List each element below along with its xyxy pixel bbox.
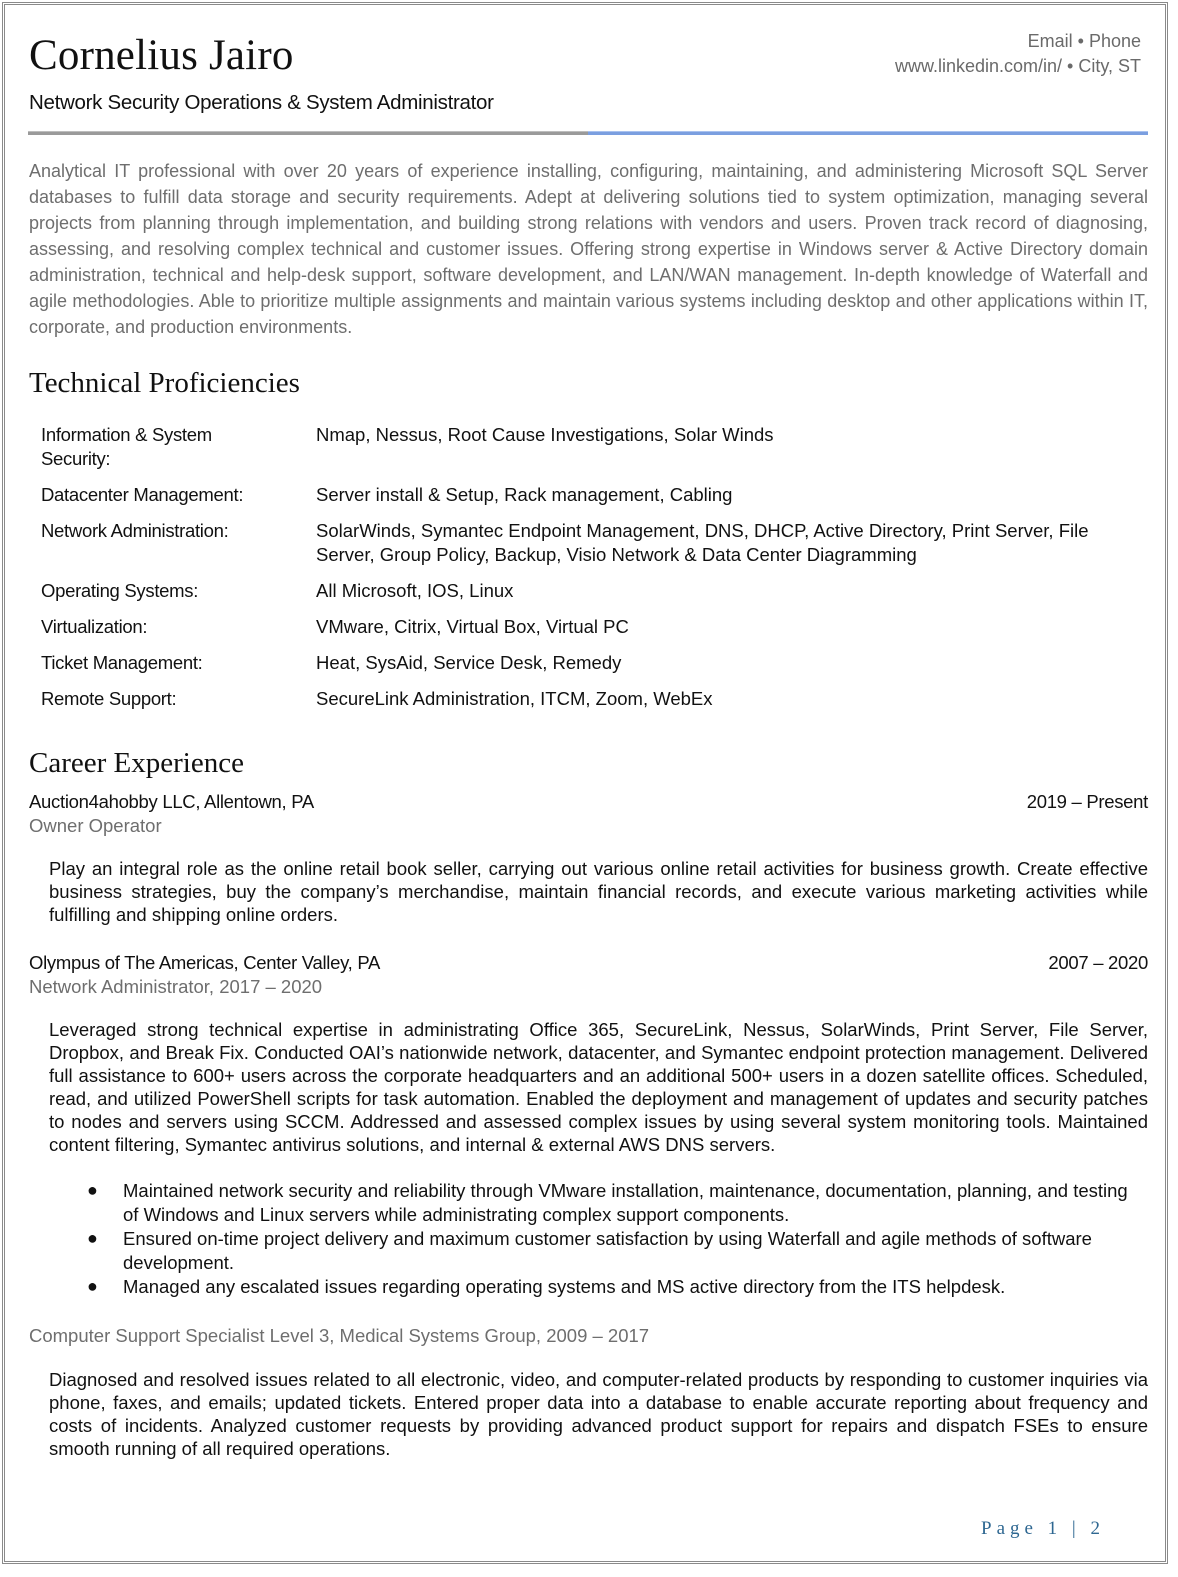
header-divider-blue: [588, 131, 1148, 135]
skill-label: Information & System Security:: [41, 424, 212, 469]
job-role-secondary: Computer Support Specialist Level 3, Medical Systems Group, 2009 – 2017: [29, 1325, 650, 1346]
job-bullet: ● Maintained network security and reliability through VMware installation, maintenance, documentation, planning, and testing of Windows and Linux servers while administrating complex support components.: [87, 1180, 1128, 1225]
skill-value: Nmap, Nessus, Root Cause Investigations, Solar Winds: [316, 424, 774, 445]
candidate-name: Cornelius Jairo: [29, 32, 294, 79]
page-number: Page 1 | 2: [981, 1518, 1105, 1539]
bullet-icon: ●: [87, 1228, 98, 1248]
contact-block: [895, 29, 1141, 79]
proficiencies-table: [41, 423, 1141, 723]
skill-row: [41, 519, 1141, 567]
contact-email-phone: Email • Phone: [1027, 31, 1141, 51]
job-description: Play an integral role as the online retail book seller, carrying out various online retail activities for business growth. Create effective business strategies, buy the company’s merchandise, maintain financial records, and execute various marketing activities while fulfilling and shipping online orders.: [49, 858, 1148, 925]
skill-row: [41, 579, 1141, 603]
skill-label: Remote Support:: [41, 688, 177, 709]
bullet-icon: ●: [87, 1276, 98, 1296]
skill-value: SecureLink Administration, ITCM, Zoom, WebEx: [316, 688, 713, 709]
skill-value: SolarWinds, Symantec Endpoint Management, DNS, DHCP, Active Directory, Print Server, File Server, Group Policy, Backup, Visio Network & Data Center Diagramming: [316, 520, 1089, 565]
section-heading-proficiencies: Technical Proficiencies: [29, 367, 300, 399]
job-description-secondary: Diagnosed and resolved issues related to all electronic, video, and computer-related products by responding to customer inquiries via phone, faxes, and emails; updated tickets. Entered proper data into a database to enable accurate reporting about frequency and costs of incidents. Analyzed customer requests by providing advanced product support for repairs and dispatch FSEs to ensure smooth running of all required operations.: [49, 1369, 1148, 1459]
job-company: Auction4ahobby LLC, Allentown, PA: [29, 791, 314, 812]
candidate-title: Network Security Operations & System Administrator: [29, 91, 494, 114]
skill-value: Server install & Setup, Rack management, Cabling: [316, 484, 733, 505]
skill-label: Datacenter Management:: [41, 484, 244, 505]
skill-value: VMware, Citrix, Virtual Box, Virtual PC: [316, 616, 629, 637]
skill-value: All Microsoft, IOS, Linux: [316, 580, 514, 601]
job-dates: 2019 – Present: [1026, 791, 1148, 812]
resume-page: [2, 2, 1168, 1564]
skill-label: Ticket Management:: [41, 652, 203, 673]
skill-row: [41, 423, 1141, 471]
skill-label: Network Administration:: [41, 520, 229, 541]
skill-row: [41, 615, 1141, 639]
job-role: Network Administrator, 2017 – 2020: [29, 976, 323, 997]
job-header: [29, 952, 1148, 974]
job-bullet: ● Managed any escalated issues regarding operating systems and MS active directory from the ITS helpdesk.: [87, 1276, 1006, 1297]
job-dates: 2007 – 2020: [1048, 952, 1148, 973]
skill-row: [41, 687, 1141, 711]
skill-label: Virtualization:: [41, 616, 148, 637]
skill-label: Operating Systems:: [41, 580, 199, 601]
section-heading-experience: Career Experience: [29, 747, 244, 779]
job-company: Olympus of The Americas, Center Valley, PA: [29, 952, 381, 973]
job-header: [29, 791, 1148, 813]
contact-linkedin-location: www.linkedin.com/in/ • City, ST: [894, 56, 1141, 76]
job-bullet-list: [85, 1179, 1145, 1300]
job-description: Leveraged strong technical expertise in administrating Office 365, SecureLink, Nessus, SolarWinds, Print Server, File Server, Dropbox, and Break Fix. Conducted OAI’s nationwide network, datacenter, and Symantec endpoint protection management. Delivered full assistance to 600+ users across the corporate headquarters and an additional 500+ users in a dozen satellite offices. Scheduled, read, and utilized PowerShell scripts for task automation. Enabled the deployment and management of updates and security patches to nodes and servers using SCCM. Addressed and assessed complex issues by using several system monitoring tools. Maintained content filtering, Symantec antivirus solutions, and internal & external AWS DNS servers.: [49, 1019, 1148, 1155]
bullet-icon: ●: [87, 1180, 98, 1200]
job-role: Owner Operator: [29, 815, 162, 836]
professional-summary: Analytical IT professional with over 20 years of experience installing, configuring, maintaining, and administering Microsoft SQL Server databases to fulfill data storage and security requirements. Adept at delivering solutions tied to system optimization, managing several projects from planning through implementation, and building strong relations with vendors and users. Proven track record of diagnosing, assessing, and resolving complex technical and customer issues. Offering strong expertise in Windows server & Active Directory domain administration, technical and help-desk support, software development, and LAN/WAN management. In-depth knowledge of Waterfall and agile methodologies. Able to prioritize multiple assignments and maintain various systems including desktop and other applications within IT, corporate, and production environments.: [29, 161, 1148, 337]
header-divider-gray: [28, 131, 588, 135]
skill-value: Heat, SysAid, Service Desk, Remedy: [316, 652, 622, 673]
job-bullet: ● Ensured on-time project delivery and maximum customer satisfaction by using Waterfall and agile methods of software development.: [87, 1228, 1092, 1273]
skill-row: [41, 651, 1141, 675]
skill-row: [41, 483, 1141, 507]
